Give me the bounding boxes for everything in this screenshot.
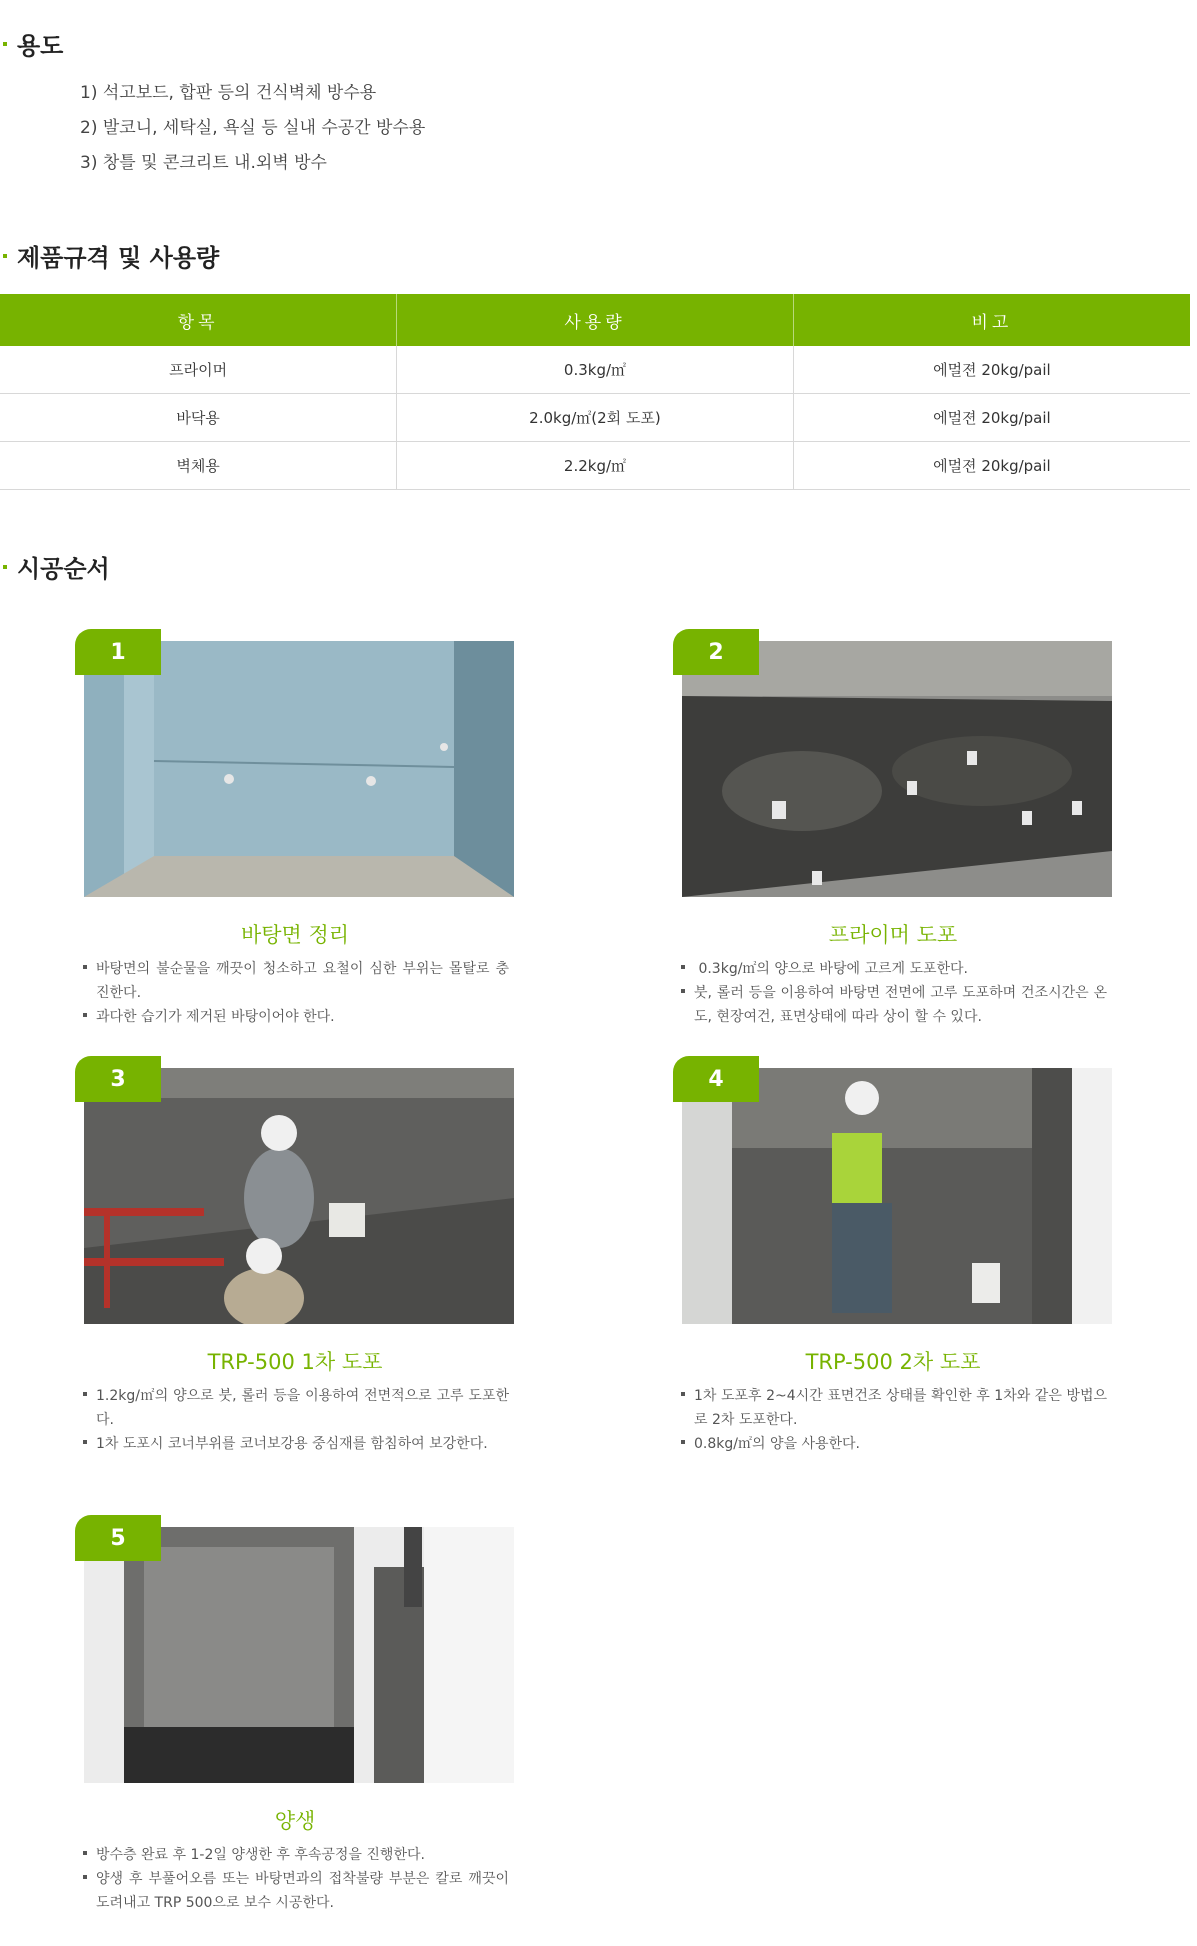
table-cell: 프라이머 [0,346,397,394]
step-note: 0.3kg/㎡의 양으로 바탕에 고르게 도포한다. [681,957,1107,981]
bullet-marker [3,42,7,46]
step-title: 양생 [274,1809,316,1833]
step-photo-surface-prep [84,641,514,897]
section-title-spec [0,238,219,273]
step-note: 붓, 롤러 등을 이용하여 바탕면 전면에 고루 도포하며 건조시간은 온도, 현장여건, 표면상태에 따라 상이 할 수 있다. [681,981,1107,1029]
step-photo-primer [682,641,1112,897]
step-note: 과다한 습기가 제거된 바탕이어야 한다. [83,1005,509,1029]
step-photo-first-coat [84,1068,514,1324]
step-note: 1차 도포시 코너부위를 코너보강용 중심재를 함침하여 보강한다. [83,1432,509,1456]
table-cell: 에멀젼 20kg/pail [793,346,1190,394]
column-header-item: 항목 [0,294,397,346]
table-row [0,346,1190,394]
table-cell: 2.2kg/㎡ [397,442,794,490]
bullet-marker [3,565,7,569]
section-title-spec-text: 제품규격 및 사용량 [17,244,220,272]
step-title: TRP-500 2차 도포 [805,1350,981,1374]
column-header-note: 비고 [793,294,1190,346]
section-title-process-text: 시공순서 [17,555,110,583]
step-photo-curing [84,1527,514,1783]
step-number-badge: 2 [673,629,759,675]
step-note: 0.8kg/㎡의 양을 사용한다. [681,1432,1107,1456]
spec-table [0,294,1190,490]
spec-table-header-row [0,294,1190,346]
usage-item: 2) 발코니, 세탁실, 욕실 등 실내 수공간 방수용 [80,118,426,138]
table-cell: 바닥용 [0,394,397,442]
section-title-process [0,549,110,584]
section-title-usage [0,26,63,61]
usage-item: 3) 창틀 및 콘크리트 내.외벽 방수 [80,153,327,173]
step-title: TRP-500 1차 도포 [207,1350,383,1374]
table-row [0,394,1190,442]
step-note: 1.2kg/㎡의 양으로 붓, 롤러 등을 이용하여 전면적으로 고루 도포한다. [83,1384,509,1432]
table-cell: 2.0kg/㎡(2회 도포) [397,394,794,442]
step-notes [681,957,1107,1029]
step-note: 방수층 완료 후 1-2일 양생한 후 후속공정을 진행한다. [83,1843,509,1867]
column-header-usage: 사용량 [397,294,794,346]
table-cell: 에멀젼 20kg/pail [793,394,1190,442]
table-cell: 0.3kg/㎡ [397,346,794,394]
step-notes [83,1843,509,1915]
step-number-badge: 4 [673,1056,759,1102]
step-number-badge: 1 [75,629,161,675]
usage-item: 1) 석고보드, 합판 등의 건식벽체 방수용 [80,83,377,103]
bullet-marker [3,254,7,258]
step-notes [83,957,509,1029]
usage-list [80,80,425,185]
step-note: 바탕면의 불순물을 깨끗이 청소하고 요철이 심한 부위는 몰탈로 충진한다. [83,957,509,1005]
step-notes [83,1384,509,1456]
table-cell: 에멀젼 20kg/pail [793,442,1190,490]
step-note: 1차 도포후 2~4시간 표면건조 상태를 확인한 후 1차와 같은 방법으로 2차 도포한다. [681,1384,1107,1432]
step-photo-second-coat [682,1068,1112,1324]
table-row [0,442,1190,490]
step-note: 양생 후 부풀어오름 또는 바탕면과의 접착불량 부분은 칼로 깨끗이 도려내고 TRP 500으로 보수 시공한다. [83,1867,509,1915]
step-number-badge: 3 [75,1056,161,1102]
section-title-usage-text: 용도 [17,32,64,60]
table-cell: 벽체용 [0,442,397,490]
step-number-badge: 5 [75,1515,161,1561]
step-title: 바탕면 정리 [240,923,350,947]
step-notes [681,1384,1107,1456]
step-title: 프라이머 도포 [828,923,958,947]
